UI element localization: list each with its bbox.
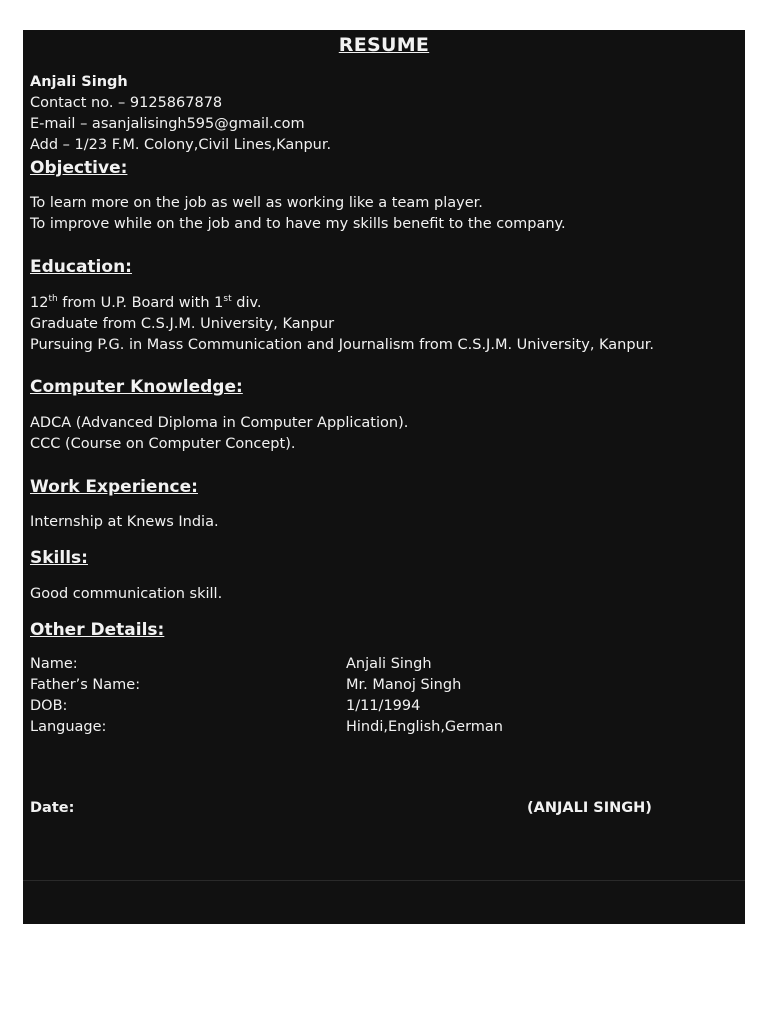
computer-knowledge-line: ADCA (Advanced Diploma in Computer Application). xyxy=(30,415,409,431)
education-line: Graduate from C.S.J.M. University, Kanpur xyxy=(30,316,335,332)
education-division-text: div. xyxy=(231,295,262,311)
objective-line: To learn more on the job as well as working like a team player. xyxy=(30,195,483,211)
detail-value-father-name: Mr. Manoj Singh xyxy=(346,677,462,693)
work-experience-heading: Work Experience: xyxy=(30,477,198,497)
education-division-suffix: st xyxy=(223,294,232,305)
detail-label-father-name: Father’s Name: xyxy=(30,677,141,693)
work-experience-line: Internship at Knews India. xyxy=(30,514,219,530)
skills-heading: Skills: xyxy=(30,548,88,568)
detail-label-language: Language: xyxy=(30,719,107,735)
education-board-text: from U.P. Board with 1 xyxy=(57,295,224,311)
education-line xyxy=(30,293,262,314)
detail-value-dob: 1/11/1994 xyxy=(346,698,421,714)
education-line: Pursuing P.G. in Mass Communication and Journalism from C.S.J.M. University, Kanpur. xyxy=(30,337,654,353)
skills-line: Good communication skill. xyxy=(30,586,223,602)
resume-title: RESUME xyxy=(338,34,430,56)
email-address: E-mail – asanjalisingh595@gmail.com xyxy=(30,116,305,132)
detail-value-name: Anjali Singh xyxy=(346,656,432,672)
date-label: Date: xyxy=(30,800,75,816)
computer-knowledge-line: CCC (Course on Computer Concept). xyxy=(30,436,296,452)
education-heading: Education: xyxy=(30,257,132,277)
education-class-text: 12 xyxy=(30,295,49,311)
signature-name: (ANJALI SINGH) xyxy=(527,800,652,816)
postal-address: Add – 1/23 F.M. Colony,Civil Lines,Kanpur. xyxy=(30,137,332,153)
resume-sheet xyxy=(23,30,745,924)
other-details-heading: Other Details: xyxy=(30,620,165,640)
objective-line: To improve while on the job and to have my skills benefit to the company. xyxy=(30,216,566,232)
detail-label-dob: DOB: xyxy=(30,698,68,714)
contact-number: Contact no. – 9125867878 xyxy=(30,95,223,111)
objective-heading: Objective: xyxy=(30,158,128,178)
candidate-name: Anjali Singh xyxy=(30,74,128,90)
education-class-suffix: th xyxy=(48,294,58,305)
detail-label-name: Name: xyxy=(30,656,78,672)
detail-value-language: Hindi,English,German xyxy=(346,719,503,735)
computer-knowledge-heading: Computer Knowledge: xyxy=(30,377,243,397)
